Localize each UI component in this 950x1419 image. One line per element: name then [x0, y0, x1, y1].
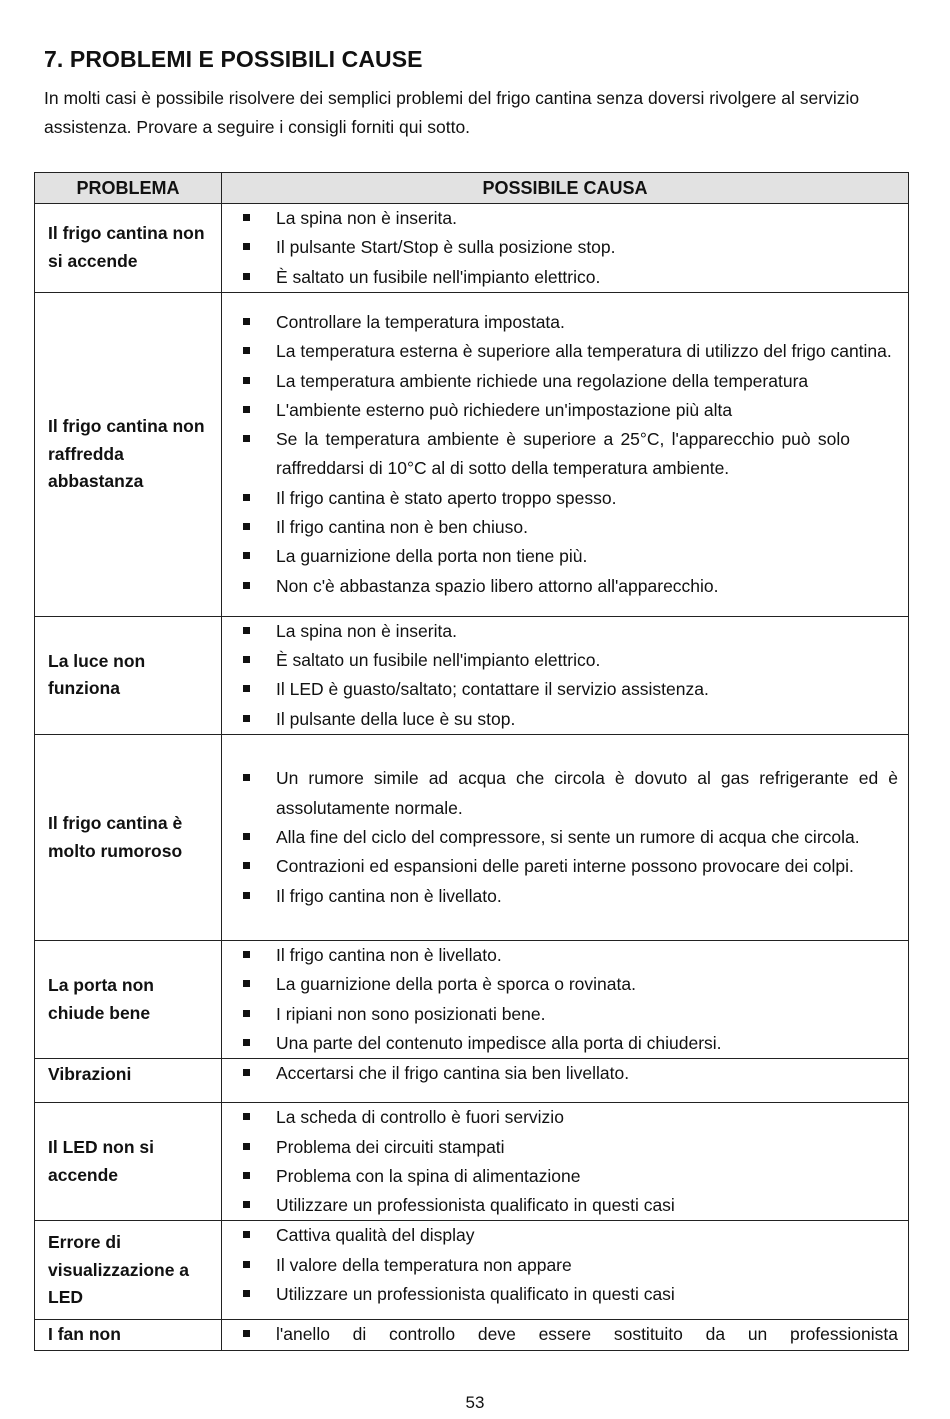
problem-cell: Vibrazioni: [35, 1059, 222, 1103]
cause-list: [240, 204, 898, 292]
cause-list: [240, 1221, 898, 1309]
cause-item: Problema con la spina di alimentazione: [240, 1162, 898, 1191]
cause-item: Contrazioni ed espansioni delle pareti interne possono provocare dei colpi.: [240, 852, 898, 881]
cause-list: [240, 1103, 898, 1220]
cause-item: Non c'è abbastanza spazio libero attorno all'apparecchio.: [240, 572, 898, 601]
problem-cell: Errore di visualizzazione a LED: [35, 1221, 222, 1320]
problem-cell: I fan non: [35, 1320, 222, 1350]
cause-item: Se la temperatura ambiente è superiore a 25°C, l'apparecchio può solo raffreddarsi di 10°C al di sotto della temperatura ambiente.: [240, 425, 898, 484]
cause-list: [240, 308, 898, 601]
cause-cell: [222, 735, 909, 941]
cause-list: [240, 617, 898, 734]
page-number: 53: [465, 1393, 485, 1412]
cause-item: Il valore della temperatura non appare: [240, 1251, 898, 1280]
cause-item: Il LED è guasto/saltato; contattare il servizio assistenza.: [240, 675, 898, 704]
problem-cell: La porta non chiude bene: [35, 941, 222, 1059]
intro-paragraph: In molti casi è possibile risolvere dei semplici problemi del frigo cantina senza doversi rivolgere al servizio assistenza. Provare a seguire i consigli forniti qui sotto.: [44, 88, 860, 137]
cause-item: I ripiani non sono posizionati bene.: [240, 1000, 898, 1029]
cause-item: Un rumore simile ad acqua che circola è dovuto al gas refrigerante ed è assolutamente normale.: [240, 764, 898, 823]
cause-cell: [222, 616, 909, 734]
cause-cell: [222, 292, 909, 616]
cause-item: Problema dei circuiti stampati: [240, 1133, 898, 1162]
table-row: [35, 1059, 909, 1103]
cause-item: Il pulsante della luce è su stop.: [240, 705, 898, 734]
cause-item: Il frigo cantina non è livellato.: [240, 882, 898, 911]
cause-item: Alla fine del ciclo del compressore, si sente un rumore di acqua che circola.: [240, 823, 898, 852]
cause-item: La guarnizione della porta è sporca o rovinata.: [240, 970, 898, 999]
cause-item: La guarnizione della porta non tiene più.: [240, 542, 898, 571]
cause-cell: [222, 1221, 909, 1320]
cause-cell: [222, 1103, 909, 1221]
table-row: [35, 616, 909, 734]
cause-item: Una parte del contenuto impedisce alla porta di chiudersi.: [240, 1029, 898, 1058]
cause-cell: [222, 204, 909, 293]
cause-cell: [222, 941, 909, 1059]
cause-item: La temperatura esterna è superiore alla temperatura di utilizzo del frigo cantina.: [240, 337, 898, 366]
table-row: [35, 735, 909, 941]
table-row: [35, 204, 909, 293]
cause-list: [240, 1320, 898, 1349]
cause-item: L'ambiente esterno può richiedere un'impostazione più alta: [240, 396, 898, 425]
table-row: [35, 1221, 909, 1320]
cause-item: Il frigo cantina è stato aperto troppo spesso.: [240, 484, 898, 513]
cause-item: La spina non è inserita.: [240, 204, 898, 233]
table-row: [35, 1103, 909, 1221]
cause-list: [240, 764, 898, 910]
cause-item: La spina non è inserita.: [240, 617, 898, 646]
troubleshooting-table: [34, 172, 909, 1351]
cause-item: Utilizzare un professionista qualificato in questi casi: [240, 1191, 898, 1220]
cause-item: Utilizzare un professionista qualificato in questi casi: [240, 1280, 898, 1309]
table-row: [35, 1320, 909, 1350]
problem-cell: La luce non funziona: [35, 616, 222, 734]
cause-item: l'anello di controllo deve essere sostituito da un professionista: [240, 1320, 898, 1349]
cause-item: La temperatura ambiente richiede una regolazione della temperatura: [240, 367, 898, 396]
cause-item: Accertarsi che il frigo cantina sia ben livellato.: [240, 1059, 898, 1088]
cause-item: Il pulsante Start/Stop è sulla posizione stop.: [240, 233, 898, 262]
problem-cell: Il frigo cantina non si accende: [35, 204, 222, 293]
cause-item: Il frigo cantina non è ben chiuso.: [240, 513, 898, 542]
cause-item: Controllare la temperatura impostata.: [240, 308, 898, 337]
table-header-row: [35, 173, 909, 204]
cause-item: Il frigo cantina non è livellato.: [240, 941, 898, 970]
section-title: 7. PROBLEMI E POSSIBILI CAUSE: [44, 46, 423, 72]
cause-item: Cattiva qualità del display: [240, 1221, 898, 1250]
problem-cell: Il LED non si accende: [35, 1103, 222, 1221]
cause-list: [240, 941, 898, 1058]
cause-cell: [222, 1320, 909, 1350]
cause-item: La scheda di controllo è fuori servizio: [240, 1103, 898, 1132]
table-row: [35, 941, 909, 1059]
header-cause: POSSIBILE CAUSA: [222, 173, 909, 204]
cause-cell: [222, 1059, 909, 1103]
cause-list: [240, 1059, 898, 1088]
problem-cell: Il frigo cantina non raffredda abbastanza: [35, 292, 222, 616]
table-row: [35, 292, 909, 616]
header-problem: PROBLEMA: [35, 173, 222, 204]
problem-cell: Il frigo cantina è molto rumoroso: [35, 735, 222, 941]
cause-item: È saltato un fusibile nell'impianto elettrico.: [240, 263, 898, 292]
cause-item: È saltato un fusibile nell'impianto elettrico.: [240, 646, 898, 675]
